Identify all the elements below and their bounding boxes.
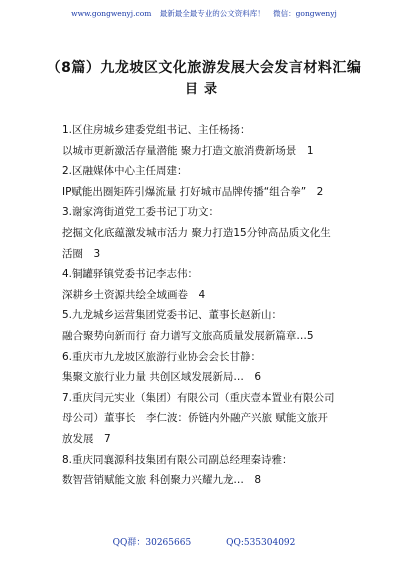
toc-line: 8.重庆同襄源科技集团有限公司副总经理秦诗雅： xyxy=(62,453,293,466)
page-footer xyxy=(0,535,408,548)
header-wechat: 微信：gongwenyj xyxy=(273,9,337,18)
toc-line: 7.重庆闫元实业（集团）有限公司（重庆壹本置业有限公司 xyxy=(62,391,335,404)
toc-line: 2.区融媒体中心主任周建： xyxy=(62,165,188,178)
website-link[interactable]: www.gongwenyj.com xyxy=(71,9,152,18)
toc-line: 融合聚势向新而行 奋力谱写文旅高质量发展新篇章…5 xyxy=(62,329,314,342)
toc-line: 母公司）董事长 李仁波：侨链内外融产兴旅 赋能文旅开 xyxy=(62,412,328,425)
toc-line: IP赋能出圈矩阵引爆流量 打好城市品牌传播“组合拳” 2 xyxy=(62,185,324,198)
toc-line: 4.铜罐驿镇党委书记李志伟： xyxy=(62,268,199,281)
toc-line: 5.九龙城乡运营集团党委书记、董事长赵新山： xyxy=(62,309,283,322)
toc-line: 1.区住房城乡建委党组书记、主任杨扬： xyxy=(62,124,251,136)
footer-qq-group: QQ群：30265665 xyxy=(112,538,192,548)
toc-line: 挖掘文化底蕴激发城市活力 聚力打造15分钟高品质文化生 xyxy=(62,226,331,239)
toc-line: 3.谢家湾街道党工委书记丁功文： xyxy=(62,206,220,219)
page-header xyxy=(0,8,408,19)
toc-line: 深耕乡土资源共绘全域画卷 4 xyxy=(62,288,206,301)
footer-qq: QQ:535304092 xyxy=(226,538,296,548)
toc-line: 放发展 7 xyxy=(62,432,111,445)
table-of-contents xyxy=(62,120,362,491)
document-title: （8篇）九龙坡区文化旅游发展大会发言材料汇编 xyxy=(46,60,362,76)
toc-line: 集聚文旅行业力量 共创区域发展新局… 6 xyxy=(62,371,262,384)
toc-line: 以城市更新激活存量潜能 聚力打造文旅消费新场景 1 xyxy=(62,144,314,157)
toc-heading: 目录 xyxy=(184,82,223,97)
header-slogan: 最新最全最专业的公文资料库！ xyxy=(159,9,265,18)
toc-line: 活圈 3 xyxy=(62,247,101,260)
toc-line: 6.重庆市九龙坡区旅游行业协会会长甘静： xyxy=(62,350,262,363)
toc-line: 数智营销赋能文旅 科创聚力兴耀九龙… 8 xyxy=(62,474,262,487)
